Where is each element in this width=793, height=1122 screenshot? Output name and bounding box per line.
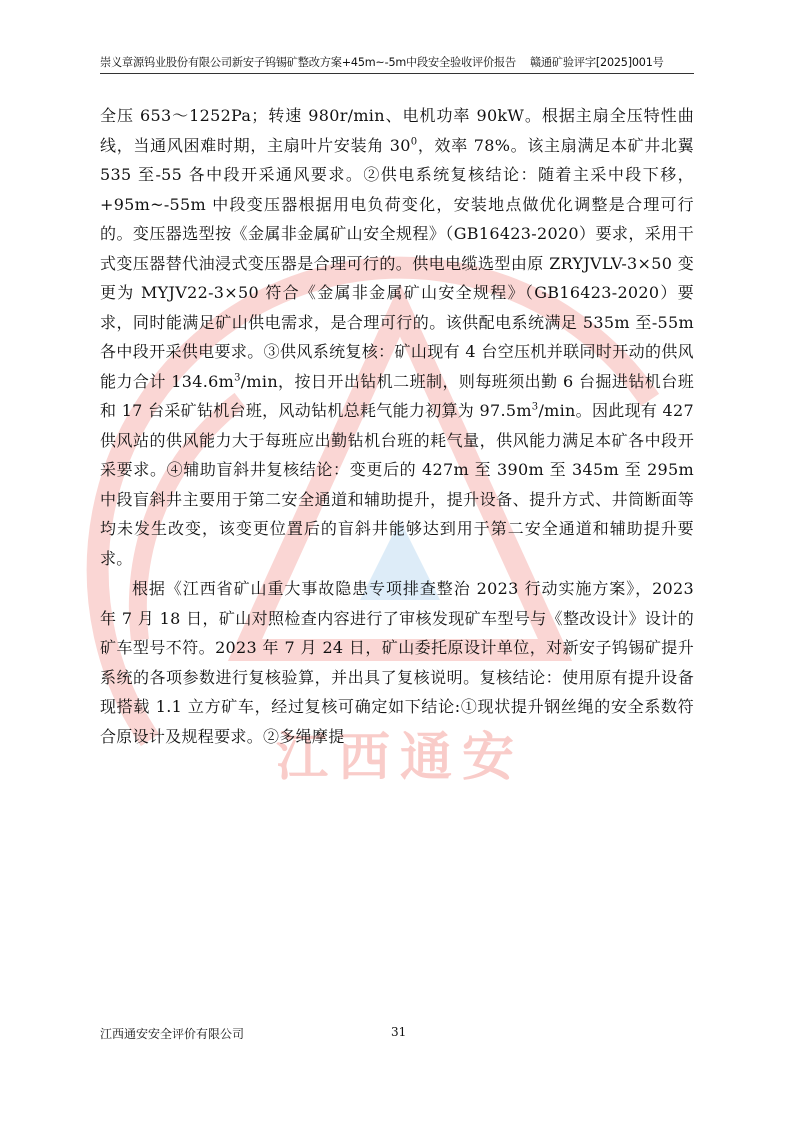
paragraph-2: 根据《江西省矿山重大事故隐患专项排查整治 2023 行动实施方案》，2023 年 7 月 18 日，矿山对照检查内容进行了审核发现矿车型号与《整改设计》设计的矿车型号不符。2023 年 7 月 24 日，矿山委托原设计单位，对新安子钨锡矿提升系统的各项参数进行复核验算，并出具了复核说明。复核结论：使用原有提升设备现搭载 1.1 立方矿车，经过复核可确定如下结论:①现状提升钢丝绳的安全系数符合原设计及规程要求。②多绳摩提 (100, 579, 694, 746)
paragraph-1: 全压 653～1252Pa；转速 980r/min、电机功率 90kW。根据主扇全压特性曲线，当通风困难时期，主扇叶片安装角 $30^0$，效率 78%。该主扇满足本矿井北翼 535 至-55 各中段开采通风要求。②供电系统复核结论：随着主采中段下移，+95m~-55m 中段变压器根据用电负荷变化，安装地点做优化调整是合理可行的。变压器选型按《金属非金属矿山安全规程》（GB16423-2020）要求，采用干式变压器替代油浸式变压器是合理可行的。供电电缆选型由原 ZRYJVLV-3×50 变更为 MYJV22-3×50 符合《金属非金属矿山安全规程》（GB16423-2020）要求，同时能满足矿山供电需求，是合理可行的。该供配电系统满足 535m 至-55m 各中段开采供电要求。③供风系统复核：矿山现有 4 台空压机并联同时开动的供风能力合计 $134.6m^3/\min$，按日开出钻机二班制，则每班须出勤 6 台掘进钻机台班和 17 台采矿钻机台班，风动钻机总耗气能力初算为 $97.5m^3/\min$。因此现有 427 供风站的供风能力大于每班应出勤钻机台班的耗气量，供风能力满足本矿各中段开采要求。④辅助盲斜井复核结论：变更后的 427m 至 390m 至 345m 至 295m 中段盲斜井主要用于第二安全通道和辅助提升，提升设备、提升方式、井筒断面等均未发生改变，该变更位置后的盲斜井能够达到用于第二安全通道和辅助提升要求。 (100, 106, 694, 568)
page-header (100, 54, 694, 70)
header-title: 崇义章源钨业股份有限公司新安子钨锡矿整改方案+45m~-5m中段安全验收评价报告 (100, 56, 516, 69)
page-number: 31 (391, 1025, 407, 1039)
document-body (100, 101, 694, 751)
footer-company: 江西通安安全评价有限公司 (100, 1027, 245, 1041)
header-divider (100, 73, 694, 74)
header-report-number: 赣通矿验评字[2025]001号 (529, 56, 664, 69)
seal-bottom-text: 江西通安 (275, 729, 525, 787)
